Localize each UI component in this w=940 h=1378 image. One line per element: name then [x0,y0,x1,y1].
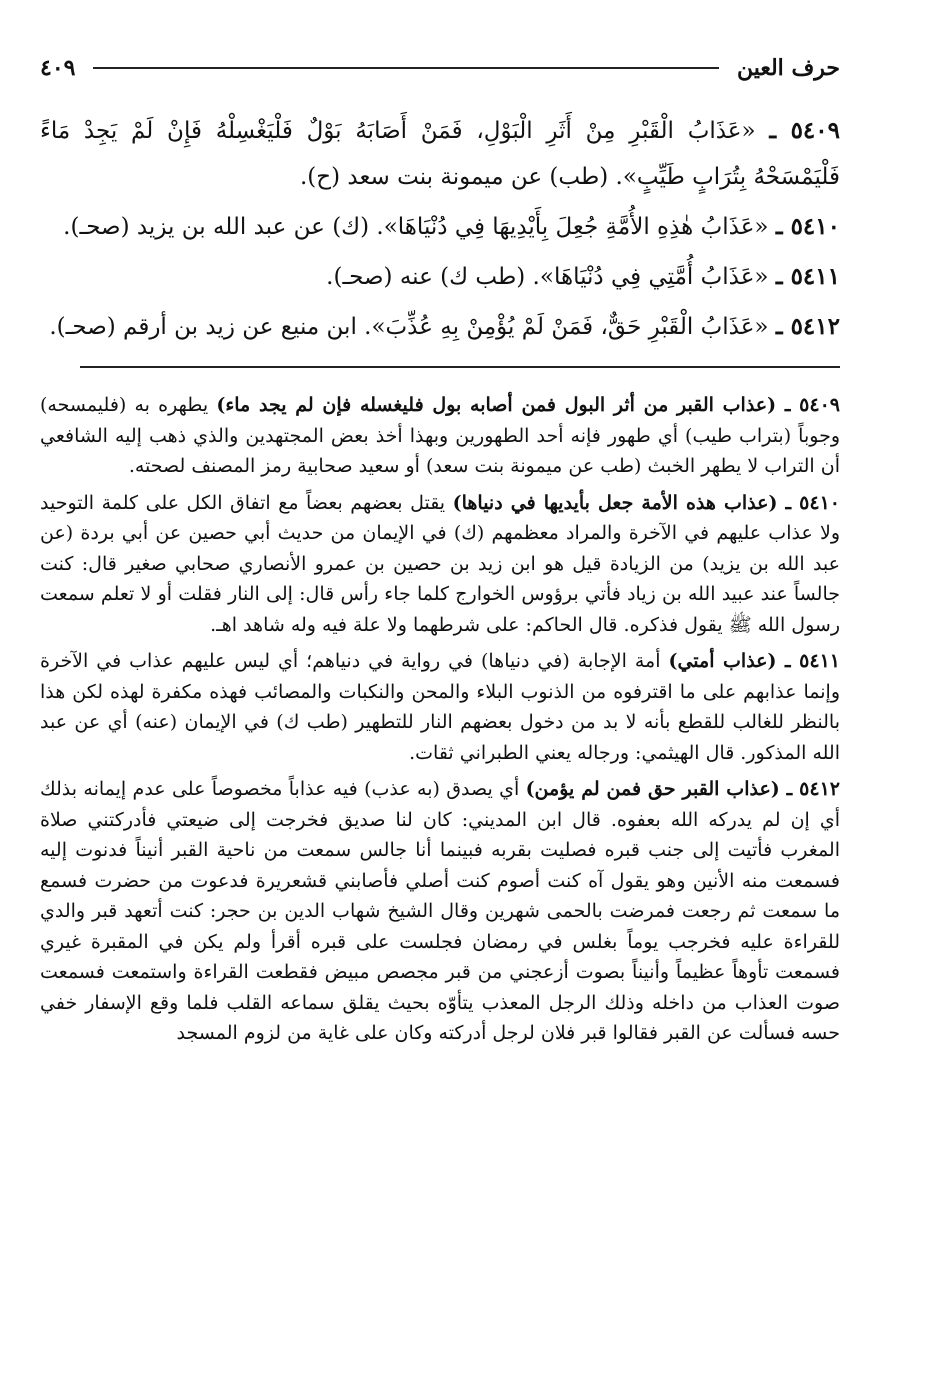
commentary-section [40,390,840,1049]
commentary-5410 [40,488,840,641]
hadith-body: «عَذَابُ أُمَّتِي فِي دُنْيَاهَا». (طب ك) عنه (صحـ). [326,264,769,290]
hadith-body: «عَذَابُ الْقَبْرِ حَقٌّ، فَمَنْ لَمْ يُؤْمِنْ بِهِ عُذِّبَ». ابن منيع عن زيد بن أرقم (صحـ). [49,314,769,340]
header-rule [93,67,719,69]
hadith-5409 [40,108,840,200]
commentary-lead: ٥٤٠٩ ـ (عذاب القبر من أثر البول فمن أصابه بول فليغسله فإن لم يجد ماء) [216,394,840,416]
commentary-5412 [40,774,840,1049]
hadith-text-section [40,108,840,350]
page [40,48,840,1055]
commentary-5409 [40,390,840,482]
hadith-5410 [40,204,840,250]
commentary-lead: ٥٤١٠ ـ (عذاب هذه الأمة جعل بأيديها في دنياها) [452,491,840,514]
commentary-5411 [40,646,840,768]
hadith-number: ٥٤٠٩ ـ [769,117,840,144]
commentary-lead: ٥٤١٢ ـ (عذاب القبر حق فمن لم يؤمن) [525,778,840,800]
commentary-body: أمة الإجابة (في دنياها) في رواية في دنياهم؛ أي ليس عليهم عذاب في الآخرة وإنما عذابهم على ما اقترفوه من الذنوب البلاء والمحن والنكبات والمصائب فهذه مكفرة لهذه لكن هذا بالنظر للغالب للقطع بأنه لا بد من دخول بعضهم النار للتطهير (طب ك) في الإيمان (عنه) أي عن عبد الله المذكور. قال الهيثمي: ورجاله يعني الطبراني ثقات. [40,650,840,764]
commentary-body: يطهره به (فليمسحه) وجوباً (بتراب طيب) أي طهور فإنه أحد الطهورين وبهذا أخذ بعض المجتهدين والذي ذهب إليه الشافعي أن التراب لا يطهر الخبث (طب عن ميمونة بنت سعد) أو سعيد صحابية رمز المصنف لصحته. [40,394,840,477]
footnote-divider [80,366,840,368]
hadith-number: ٥٤١٢ ـ [775,313,840,340]
hadith-5412 [40,304,840,350]
hadith-5411 [40,254,840,300]
commentary-body: يقتل بعضهم بعضاً مع اتفاق الكل على كلمة التوحيد ولا عذاب عليهم في الآخرة والمراد معظمهم (ك) في الإيمان من حديث أبي حصين عن أبي بردة (عن عبد الله بن يزيد) من الزيادة قيل هو ابن زيد بن حصين بن عمرو الأنصاري صحابي صغير قال: كنت جالساً عند عبيد الله بن زياد فأتي برؤوس الخوارج كلما جاء رأس قال: إلى النار فقلت أو لا تعلم سمعت رسول الله ﷺ يقول فذكره. قال الحاكم: على شرطهما ولا علة فيه وله شاهد اهـ. [40,491,840,636]
commentary-lead: ٥٤١١ ـ (عذاب أمتي) [668,650,840,672]
hadith-number: ٥٤١١ ـ [775,263,840,290]
hadith-body: «عَذَابُ هٰذِهِ الأُمَّةِ جُعِلَ بِأَيْدِيهَا فِي دُنْيَاهَا». (ك) عن عبد الله بن يزيد (صحـ). [63,214,769,240]
running-header [40,48,840,88]
hadith-body: «عَذَابُ الْقَبْرِ مِنْ أَثَرِ الْبَوْلِ، فَمَنْ أَصَابَهُ بَوْلٌ فَلْيَغْسِلْهُ فَإِنْ لَمْ يَجِدْ مَاءً فَلْيَمْسَحْهُ بِتُرَابٍ طَيِّبٍ». (طب) عن ميمونة بنت سعد (ح). [40,118,840,190]
hadith-number: ٥٤١٠ ـ [775,213,840,240]
chapter-title: حرف العين [736,55,840,81]
page-number: ٤٠٩ [40,55,76,81]
commentary-body: أي يصدق (به عذب) فيه عذاباً مخصوصاً على عدم إيمانه بذلك أي إن لم يدركه الله بعفوه. قال ابن المديني: كان لنا صديق فخرجت إلى ضيعتي فأدركتني صلاة المغرب فأتيت إلى جنب قبره فصليت بقربه فبينما أنا جالس سمعت من ناحية القبر أنيناً فدنوت إليه فسمعت منه الأنين وهو يقول آه كنت أصوم كنت أصلي فأصابني قشعريرة فدعوت من حضرت فسمع ما سمعت ثم رجعت فمرضت بالحمى شهرين وقال الشيخ شهاب الدين بن حجر: كنت أتعهد قبر والدي للقراءة عليه فخرجب يوماً بغلس في رمضان فجلست على قبره أقرأ ولم يكن في المقبرة غيري فسمعت تأوهاً عظيماً وأنيناً بصوت أزعجني من قبر مجصص مبيض فقطعت القراءة واستمعت فسمعت صوت العذاب من داخله وذلك الرجل المعذب يتأوّه بحيث يقلق سماعه القلب فلما وقع الإسفار خفي حسه فسألت عن القبر فقالوا قبر فلان لرجل أدركته وكان على غاية من لزوم المسجد [40,778,840,1044]
